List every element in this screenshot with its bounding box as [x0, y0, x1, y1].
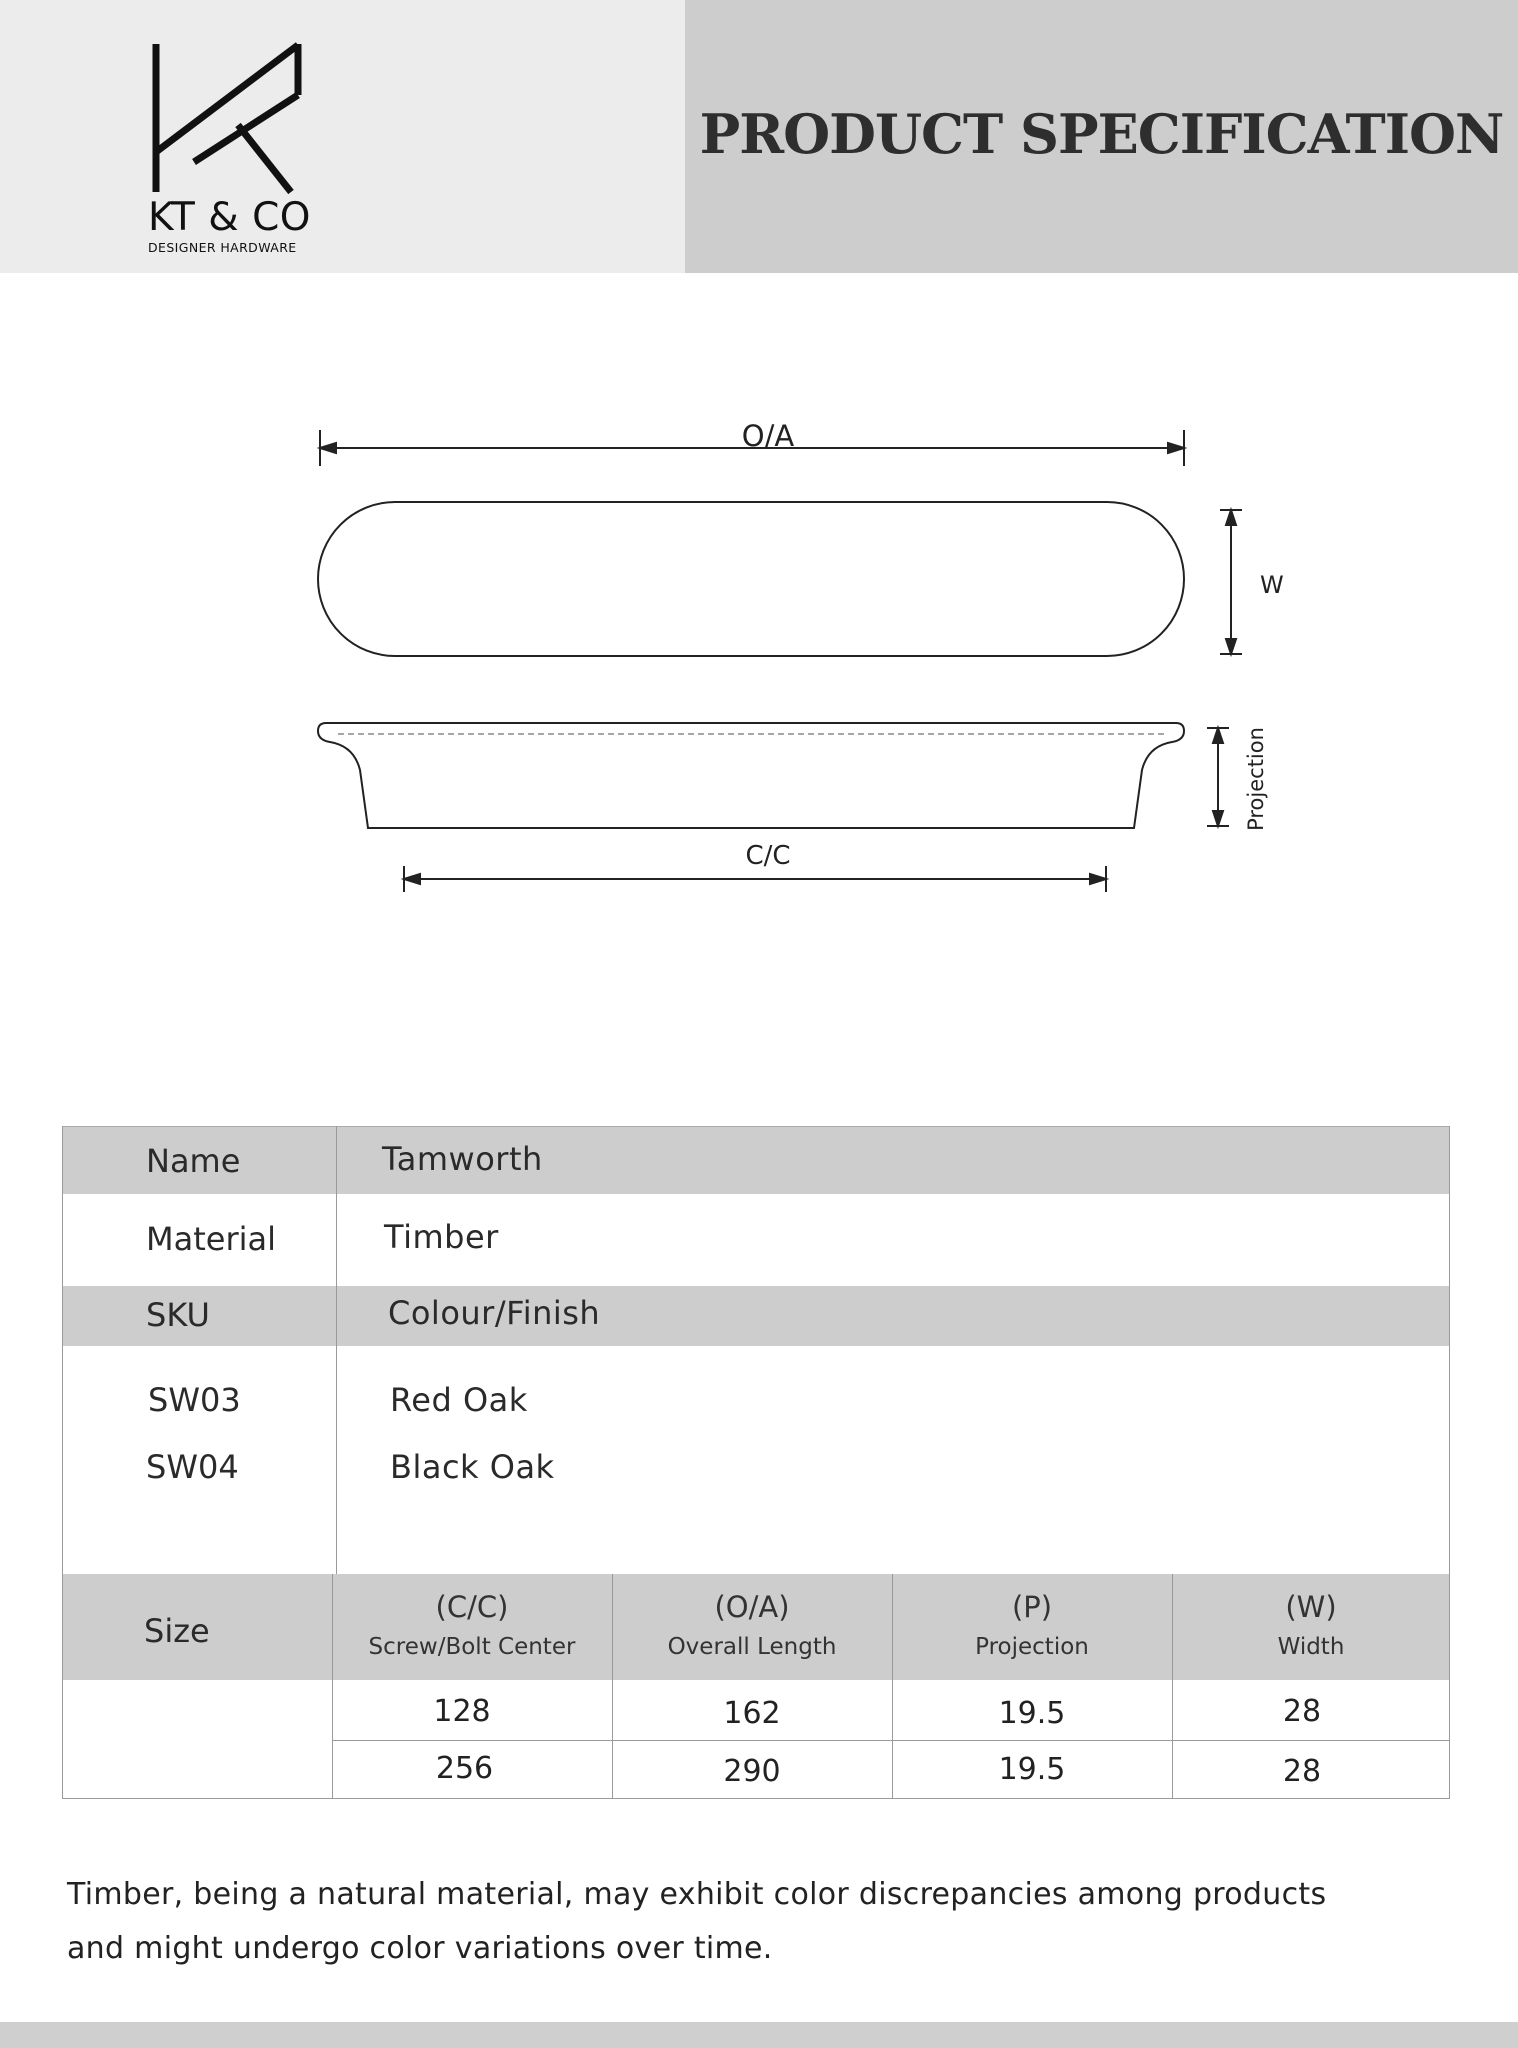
- name-value: Tamworth: [382, 1140, 543, 1178]
- sku-label: SKU: [146, 1296, 210, 1334]
- size-col-name: Overall Length: [667, 1634, 837, 1660]
- handle-top-view: [318, 502, 1184, 656]
- note-line: Timber, being a natural material, may exhibit color discrepancies among products: [67, 1877, 1327, 1912]
- size-cell: 290: [723, 1754, 781, 1789]
- brand-tagline: DESIGNER HARDWARE: [148, 240, 297, 255]
- size-cell: 19.5: [998, 1696, 1066, 1731]
- sku-code: SW04: [146, 1448, 239, 1486]
- finish-label: Colour/Finish: [388, 1294, 601, 1332]
- size-col-name: Screw/Bolt Center: [368, 1634, 576, 1660]
- size-cell: 28: [1282, 1694, 1322, 1729]
- size-cell: 256: [435, 1751, 494, 1786]
- note-line: and might undergo color variations over time.: [67, 1931, 773, 1966]
- page-title: PRODUCT SPECIFICATION: [699, 102, 1504, 166]
- footer-bar: [0, 2022, 1518, 2048]
- size-col-code: (C/C): [435, 1590, 509, 1624]
- brand-logo-icon: [148, 40, 308, 200]
- size-label: Size: [144, 1612, 210, 1650]
- size-col-code: (P): [1011, 1590, 1053, 1624]
- finish-value: Red Oak: [390, 1381, 528, 1419]
- size-cell: 128: [433, 1694, 491, 1729]
- width-label: W: [1260, 571, 1284, 599]
- material-label: Material: [146, 1220, 276, 1258]
- handle-side-view: [318, 723, 1184, 828]
- material-note: [67, 1868, 1467, 1976]
- brand-name: KT & CO: [148, 195, 312, 240]
- product-dimension-diagram: [0, 380, 1518, 900]
- sku-header-row: [62, 1286, 1450, 1346]
- sku-code: SW03: [148, 1381, 241, 1419]
- width-dimension: [1220, 510, 1242, 654]
- name-row: [62, 1126, 1450, 1194]
- finish-value: Black Oak: [390, 1448, 555, 1486]
- spec-table: [62, 1126, 1450, 1799]
- size-col-name: Projection: [975, 1634, 1089, 1660]
- size-cell: 162: [723, 1696, 781, 1731]
- projection-dimension: [1207, 728, 1229, 826]
- sku-list-row: [62, 1346, 1450, 1574]
- size-col-code: (W): [1285, 1590, 1337, 1624]
- projection-label: Projection: [1244, 727, 1268, 831]
- name-label: Name: [146, 1142, 241, 1180]
- overall-length-label: O/A: [741, 419, 795, 453]
- center-to-center-label: C/C: [745, 841, 791, 871]
- size-col-code: (O/A): [714, 1590, 790, 1624]
- material-value: Timber: [384, 1218, 499, 1256]
- size-col-name: Width: [1277, 1634, 1345, 1660]
- size-cell: 28: [1282, 1754, 1322, 1789]
- size-cell: 19.5: [998, 1752, 1066, 1787]
- header-logo-panel: [0, 0, 685, 273]
